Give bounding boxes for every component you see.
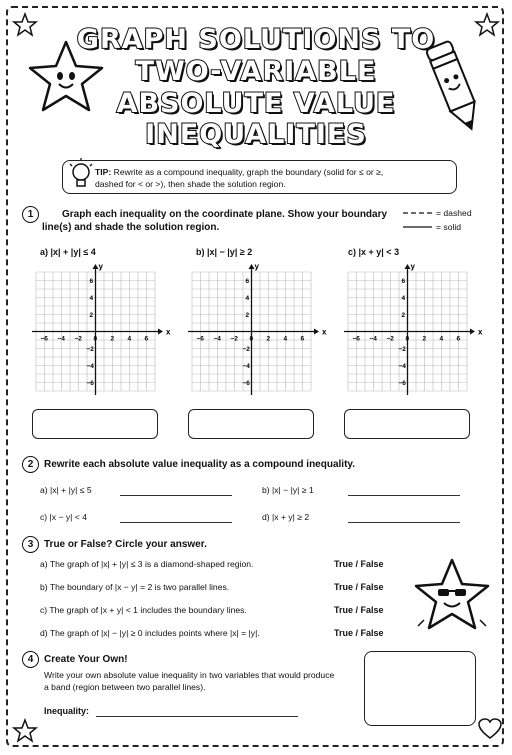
x-tick-label: 2: [422, 335, 427, 343]
y-tick-label: −2: [242, 346, 250, 353]
y-tick-label: 2: [89, 312, 94, 319]
y-axis-label: y: [98, 262, 103, 271]
rewrite-d-label: d) |x + y| ≥ 2: [262, 512, 310, 522]
legend-lines: [402, 208, 434, 232]
answer-box-c[interactable]: [344, 409, 470, 439]
y-tick-label: −4: [398, 363, 406, 370]
y-tick-label: 6: [89, 278, 94, 285]
true-false-b-statement: b) The boundary of |x − y| = 2 is two parallel lines.: [40, 582, 230, 592]
worksheet-title-line-2: TWO-VARIABLE: [135, 56, 377, 87]
rewrite-a-answer-line[interactable]: [120, 495, 232, 496]
x-tick-label: 2: [266, 335, 271, 343]
problem-a-label: a) |x| + |y| ≤ 4: [40, 247, 96, 257]
y-tick-label: −2: [398, 346, 406, 353]
y-tick-label: −6: [398, 380, 406, 387]
rewrite-a-label: a) |x| + |y| ≤ 5: [40, 485, 92, 495]
true-false-c-statement: c) The graph of |x + y| < 1 includes the boundary lines.: [40, 605, 247, 615]
true-false-a-choice[interactable]: True / False: [334, 559, 384, 569]
coordinate-plane-c[interactable]: [340, 262, 483, 402]
y-axis-label: y: [254, 262, 259, 271]
rewrite-b-label: b) |x| − |y| ≥ 1: [262, 485, 314, 495]
section-1-number: 1: [22, 206, 39, 223]
section-1-heading-line-2: line(s) and shade the solution region.: [42, 222, 220, 233]
worksheet-title-line-3: ABSOLUTE VALUE: [116, 88, 396, 119]
x-tick-label: 6: [456, 335, 461, 343]
x-tick-label: 4: [439, 335, 444, 343]
problem-c-label: c) |x + y| < 3: [348, 247, 400, 257]
x-axis-label: x: [478, 327, 483, 337]
x-tick-label: −6: [352, 335, 360, 343]
rewrite-c-answer-line[interactable]: [120, 522, 232, 523]
tip-box: [62, 160, 457, 194]
true-false-c-choice[interactable]: True / False: [334, 605, 384, 615]
legend-dashed-label: = dashed: [436, 208, 472, 218]
sunglasses-star-icon: [412, 556, 492, 636]
x-tick-label: −2: [230, 335, 238, 343]
y-tick-label: −4: [86, 363, 94, 370]
x-axis-arrow: [314, 329, 319, 335]
problem-b-label: b) |x| − |y| ≥ 2: [196, 247, 253, 257]
y-axis-label: y: [410, 262, 415, 271]
x-tick-label: −6: [196, 335, 204, 343]
x-tick-label: 0: [93, 335, 98, 343]
section-4-number: 4: [22, 651, 39, 668]
y-tick-label: −6: [242, 380, 250, 387]
y-tick-label: −2: [86, 346, 94, 353]
y-tick-label: −6: [86, 380, 94, 387]
x-tick-label: 0: [405, 335, 410, 343]
x-tick-label: −4: [369, 335, 377, 343]
star-icon: [12, 718, 38, 744]
x-axis-arrow: [158, 329, 163, 335]
x-tick-label: −6: [40, 335, 48, 343]
x-tick-label: −2: [386, 335, 394, 343]
section-1-heading-line-1: Graph each inequality on the coordinate plane. Show your boundary: [62, 209, 388, 220]
tip-text-line-1: Rewrite as a compound inequality, graph the boundary (solid for ≤ or ≥,: [113, 167, 384, 177]
section-4-instructions-line-2: a band (region between two parallel lines).: [44, 682, 206, 692]
y-tick-label: 2: [245, 312, 250, 319]
inequality-answer-line[interactable]: [96, 716, 298, 717]
x-tick-label: 4: [283, 335, 288, 343]
true-false-d-statement: d) The graph of |x| − |y| ≥ 0 includes points where |x| = |y|.: [40, 628, 260, 638]
answer-box-b[interactable]: [188, 409, 314, 439]
worksheet-title-line-1: GRAPH SOLUTIONS TO: [76, 24, 436, 55]
section-3-heading: True or False? Circle your answer.: [44, 539, 207, 550]
y-tick-label: 4: [245, 295, 250, 302]
y-tick-label: −4: [242, 363, 250, 370]
section-4-instructions-line-1: Write your own absolute value inequality in two variables that would produce: [44, 670, 335, 680]
tip-label: TIP:: [95, 167, 112, 177]
x-axis-label: x: [322, 327, 327, 337]
y-tick-label: 4: [401, 295, 406, 302]
rewrite-b-answer-line[interactable]: [348, 495, 460, 496]
x-tick-label: 4: [127, 335, 132, 343]
x-axis-arrow: [470, 329, 475, 335]
true-false-b-choice[interactable]: True / False: [334, 582, 384, 592]
legend-solid-label: = solid: [436, 222, 462, 232]
coordinate-plane-a[interactable]: [28, 262, 171, 402]
x-tick-label: 0: [249, 335, 254, 343]
heart-icon: [478, 718, 502, 740]
x-axis-label: x: [166, 327, 171, 337]
y-tick-label: 6: [245, 278, 250, 285]
x-tick-label: −2: [74, 335, 82, 343]
x-tick-label: 6: [300, 335, 305, 343]
true-false-a-statement: a) The graph of |x| + |y| ≤ 3 is a diamond-shaped region.: [40, 559, 254, 569]
x-tick-label: −4: [57, 335, 65, 343]
answer-box-a[interactable]: [32, 409, 158, 439]
section-3-number: 3: [22, 536, 39, 553]
rewrite-c-label: c) |x − y| < 4: [40, 512, 87, 522]
y-tick-label: 4: [89, 295, 94, 302]
coordinate-plane-b[interactable]: [184, 262, 327, 402]
x-tick-label: −4: [213, 335, 221, 343]
tip-text-line-2: dashed for < or >), then shade the solution region.: [95, 179, 286, 189]
y-tick-label: 6: [401, 278, 406, 285]
x-tick-label: 2: [110, 335, 115, 343]
section-4-heading: Create Your Own!: [44, 654, 128, 665]
sketch-box[interactable]: [364, 651, 476, 726]
x-tick-label: 6: [144, 335, 149, 343]
true-false-d-choice[interactable]: True / False: [334, 628, 384, 638]
rewrite-d-answer-line[interactable]: [348, 522, 460, 523]
inequality-label: Inequality:: [44, 706, 90, 716]
y-tick-label: 2: [401, 312, 406, 319]
section-2-number: 2: [22, 456, 39, 473]
worksheet-title-line-4: INEQUALITIES: [145, 119, 367, 150]
section-2-heading: Rewrite each absolute value inequality as a compound inequality.: [44, 459, 356, 470]
